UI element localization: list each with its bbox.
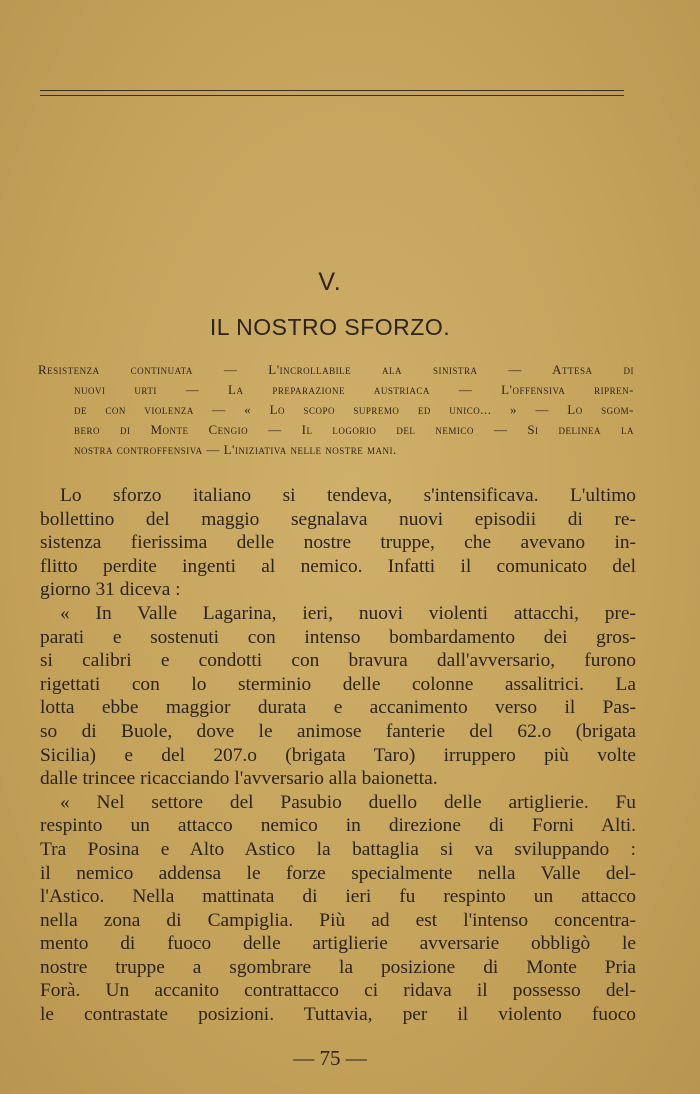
body-line: le contrastate posizioni. Tuttavia, per il violento fuoco <box>40 1004 636 1026</box>
summary-line: de con violenza — « Lo scopo supremo ed unico... » — Lo sgom- <box>74 402 634 417</box>
body-line: il nemico addensa le forze specialmente nella Valle del- <box>40 862 636 884</box>
body-line: bollettino del maggio segnalava nuovi episodii di re- <box>40 508 636 530</box>
body-text <box>40 484 636 1027</box>
body-line: dalle trincee ricacciando l'avversario alla baionetta. <box>40 768 438 790</box>
summary-line: nostra controffensiva — L'iniziativa nelle nostre mani. <box>74 442 397 457</box>
body-line: lotta ebbe maggior durata e accanimento verso il Pas- <box>40 697 636 719</box>
body-line: l'Astico. Nella mattinata di ieri fu respinto un attacco <box>40 886 636 908</box>
body-line: giorno 31 diceva : <box>40 579 181 601</box>
body-line: « In Valle Lagarina, ieri, nuovi violenti attacchi, pre- <box>60 602 636 624</box>
chapter-title: IL NOSTRO SFORZO. <box>209 314 451 340</box>
body-line: nella zona di Campiglia. Più ad est l'intenso concentra- <box>40 909 636 931</box>
top-rule-inner <box>40 95 624 96</box>
body-line: sistenza fierissima delle nostre truppe, che avevano in- <box>40 532 636 554</box>
body-line: si calibri e condotti con bravura dall'avversario, furono <box>40 650 636 672</box>
body-line: respinto un attacco nemico in direzione di Forni Alti. <box>40 815 636 837</box>
body-line: so di Buole, dove le animose fanterie del 62.o (brigata <box>40 720 636 742</box>
summary-line: nuovi urti — La preparazione austriaca — L'offensiva ripren- <box>74 382 634 397</box>
chapter-summary <box>38 360 634 460</box>
page-number: — 75 — <box>293 1046 367 1070</box>
body-line: mento di fuoco delle artiglierie avversarie obbligò le <box>40 933 636 955</box>
chapter-number: V. <box>318 268 342 296</box>
summary-line: Resistenza continuata — L'incrollabile ala sinistra — Attesa di <box>38 362 634 377</box>
body-line: Lo sforzo italiano si tendeva, s'intensificava. L'ultimo <box>60 485 636 506</box>
body-line: flitto perdite ingenti al nemico. Infatti il comunicato del <box>40 555 636 577</box>
top-rule <box>40 90 624 91</box>
body-line: parati e sostenuti con intenso bombardamento dei gros- <box>40 626 636 648</box>
body-line: Tra Posina e Alto Astico la battaglia si va sviluppando : <box>40 838 636 860</box>
body-line: rigettati con lo sterminio delle colonne assalitrici. La <box>40 673 636 695</box>
summary-line: bero di Monte Cengio — Il logorio del nemico — Si delinea la <box>74 422 634 437</box>
body-line: nostre truppe a sgombrare la posizione di Monte Pria <box>40 956 636 978</box>
body-line: Forà. Un accanito contrattacco ci ridava il possesso del- <box>40 980 636 1002</box>
body-line: « Nel settore del Pasubio duello delle artiglierie. Fu <box>60 791 636 813</box>
body-line: Sicilia) e del 207.o (brigata Taro) irruppero più volte <box>40 744 636 766</box>
